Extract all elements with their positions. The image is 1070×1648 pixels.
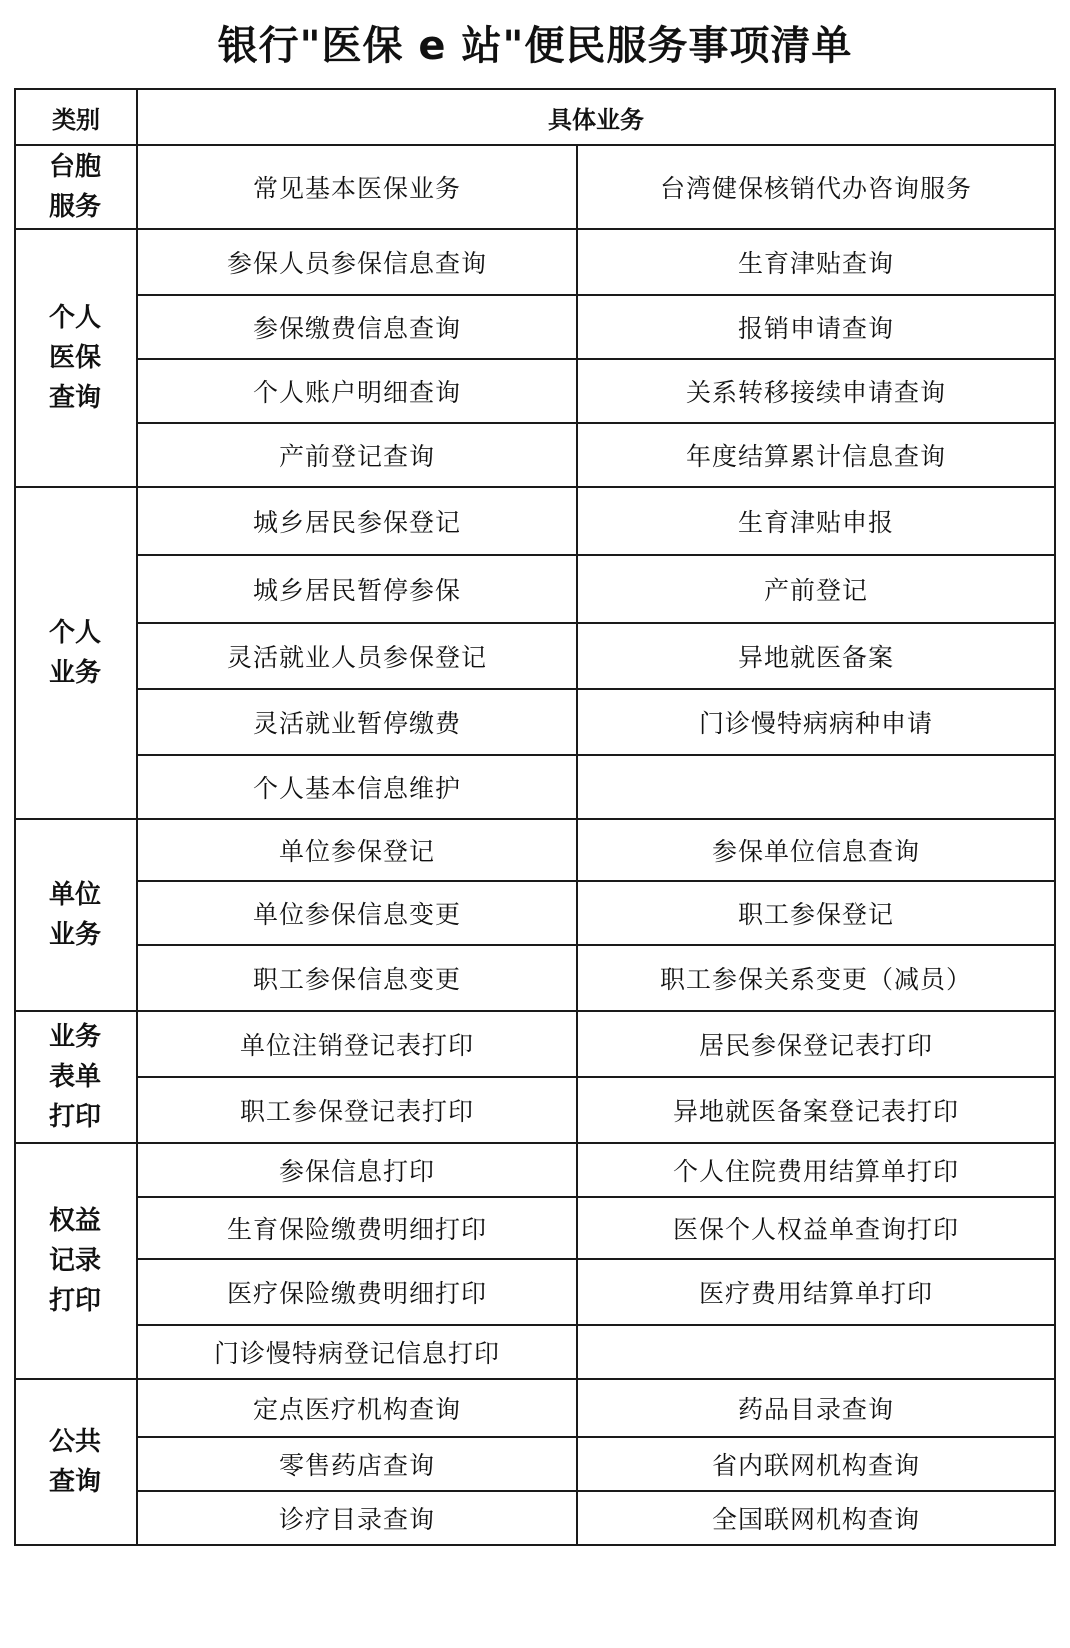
service-cell: 医疗保险缴费明细打印 <box>137 1259 577 1325</box>
service-cell: 定点医疗机构查询 <box>137 1379 577 1437</box>
service-cell: 门诊慢特病登记信息打印 <box>137 1325 577 1379</box>
header-category: 类别 <box>15 89 137 145</box>
service-cell: 产前登记 <box>577 555 1055 623</box>
service-cell: 诊疗目录查询 <box>137 1491 577 1545</box>
service-cell: 产前登记查询 <box>137 423 577 487</box>
table-row <box>15 1491 1055 1545</box>
service-cell: 常见基本医保业务 <box>137 145 577 229</box>
table-row <box>15 1197 1055 1259</box>
category-label: 个人医保查询 <box>49 303 102 413</box>
service-cell: 门诊慢特病病种申请 <box>577 689 1055 755</box>
table-row <box>15 295 1055 359</box>
table-row <box>15 1437 1055 1491</box>
service-cell <box>577 755 1055 819</box>
category-label: 单位业务 <box>49 880 102 950</box>
service-cell: 参保缴费信息查询 <box>137 295 577 359</box>
service-cell: 职工参保关系变更（减员） <box>577 945 1055 1011</box>
service-cell: 个人住院费用结算单打印 <box>577 1143 1055 1197</box>
service-cell: 医疗费用结算单打印 <box>577 1259 1055 1325</box>
service-cell: 关系转移接续申请查询 <box>577 359 1055 423</box>
category-cell <box>15 1143 137 1379</box>
service-cell: 药品目录查询 <box>577 1379 1055 1437</box>
service-cell: 职工参保登记 <box>577 881 1055 945</box>
table-row <box>15 1259 1055 1325</box>
table-row <box>15 755 1055 819</box>
service-cell: 生育保险缴费明细打印 <box>137 1197 577 1259</box>
category-label: 权益记录打印 <box>49 1206 102 1316</box>
table-row <box>15 1077 1055 1143</box>
service-cell: 单位注销登记表打印 <box>137 1011 577 1077</box>
service-cell: 参保单位信息查询 <box>577 819 1055 881</box>
service-cell: 报销申请查询 <box>577 295 1055 359</box>
table-row <box>15 555 1055 623</box>
table-row <box>15 1143 1055 1197</box>
service-cell: 台湾健保核销代办咨询服务 <box>577 145 1055 229</box>
service-cell: 职工参保信息变更 <box>137 945 577 1011</box>
table-row <box>15 881 1055 945</box>
service-cell: 城乡居民参保登记 <box>137 487 577 555</box>
table-row <box>15 1011 1055 1077</box>
category-cell <box>15 229 137 487</box>
service-cell: 个人基本信息维护 <box>137 755 577 819</box>
table-row <box>15 487 1055 555</box>
table-row <box>15 229 1055 295</box>
service-cell: 参保人员参保信息查询 <box>137 229 577 295</box>
service-cell: 单位参保信息变更 <box>137 881 577 945</box>
category-label: 个人业务 <box>49 618 102 688</box>
header-services: 具体业务 <box>137 89 1055 145</box>
service-table <box>14 88 1056 1546</box>
category-cell <box>15 1379 137 1545</box>
table-row <box>15 423 1055 487</box>
service-cell: 异地就医备案 <box>577 623 1055 689</box>
service-cell: 零售药店查询 <box>137 1437 577 1491</box>
category-cell <box>15 1011 137 1143</box>
service-cell: 灵活就业暂停缴费 <box>137 689 577 755</box>
table-row <box>15 819 1055 881</box>
table-header-row <box>15 89 1055 145</box>
table-row <box>15 623 1055 689</box>
service-cell: 全国联网机构查询 <box>577 1491 1055 1545</box>
category-label: 业务表单打印 <box>49 1022 102 1132</box>
service-cell: 生育津贴申报 <box>577 487 1055 555</box>
service-cell: 城乡居民暂停参保 <box>137 555 577 623</box>
table-row <box>15 1379 1055 1437</box>
table-row <box>15 689 1055 755</box>
service-cell: 异地就医备案登记表打印 <box>577 1077 1055 1143</box>
service-cell: 年度结算累计信息查询 <box>577 423 1055 487</box>
category-cell <box>15 145 137 229</box>
table-row <box>15 145 1055 229</box>
service-cell: 个人账户明细查询 <box>137 359 577 423</box>
category-label: 公共查询 <box>49 1427 102 1497</box>
page-title: 银行"医保 e 站"便民服务事项清单 <box>217 23 853 69</box>
category-label: 台胞服务 <box>49 152 102 222</box>
service-cell: 职工参保登记表打印 <box>137 1077 577 1143</box>
category-cell <box>15 819 137 1011</box>
service-cell: 单位参保登记 <box>137 819 577 881</box>
service-cell: 居民参保登记表打印 <box>577 1011 1055 1077</box>
service-cell: 参保信息打印 <box>137 1143 577 1197</box>
table-row <box>15 1325 1055 1379</box>
service-cell: 省内联网机构查询 <box>577 1437 1055 1491</box>
table-row <box>15 359 1055 423</box>
service-cell <box>577 1325 1055 1379</box>
service-cell: 灵活就业人员参保登记 <box>137 623 577 689</box>
category-cell <box>15 487 137 819</box>
table-row <box>15 945 1055 1011</box>
service-cell: 医保个人权益单查询打印 <box>577 1197 1055 1259</box>
service-cell: 生育津贴查询 <box>577 229 1055 295</box>
